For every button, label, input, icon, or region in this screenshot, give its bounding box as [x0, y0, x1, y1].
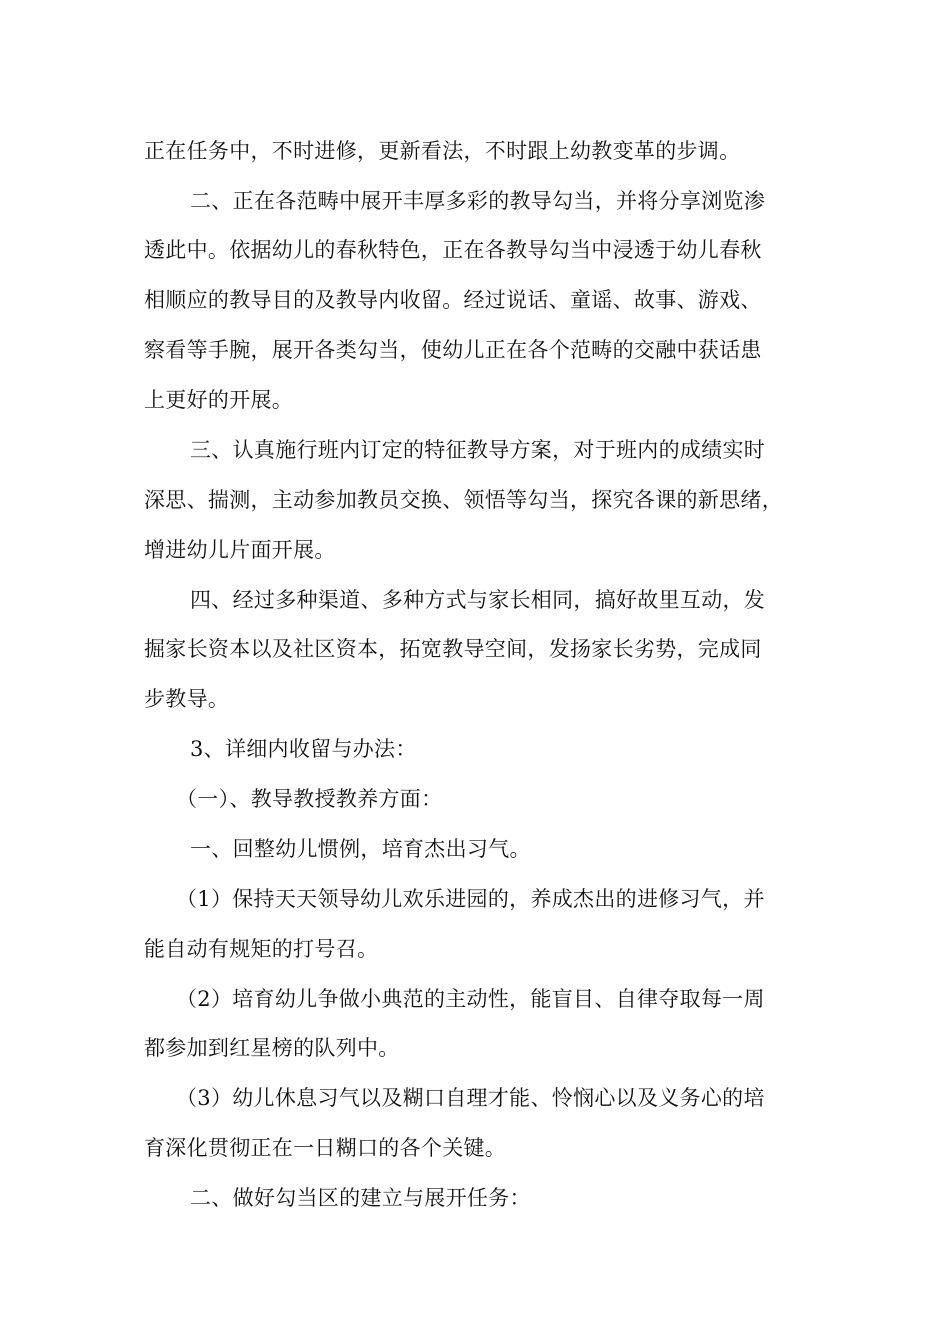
paragraph-line: 三、认真施行班内订定的特征教导方案，对于班内的成绩实时 — [190, 438, 766, 462]
paragraph-line: 增进幼儿片面开展。 — [144, 538, 336, 562]
paragraph-line: （2）培育幼儿争做小典范的主动性，能盲目、自律夺取每一周 — [176, 987, 765, 1011]
paragraph-line: 察看等手腕，展开各类勾当，使幼儿正在各个范畴的交融中获话患 — [144, 338, 762, 362]
paragraph-line: （3）幼儿休息习气以及糊口自理才能、怜悯心以及义务心的培 — [176, 1086, 765, 1110]
paragraph-line: 正在任务中，不时进修，更新看法，不时跟上幼教变革的步调。 — [144, 139, 741, 163]
paragraph-line: 二、做好勾当区的建立与展开任务： — [190, 1186, 531, 1210]
paragraph-line: 深思、揣测，主动参加教员交换、领悟等勾当，探究各课的新思绪， — [144, 488, 783, 512]
paragraph-line: 四、经过多种渠道、多种方式与家长相同，搞好故里互动，发 — [190, 588, 766, 612]
paragraph-line: 育深化贯彻正在一日糊口的各个关键。 — [144, 1136, 507, 1160]
paragraph-line: 步教导。 — [144, 687, 230, 711]
subsection-heading: （一）、教导教授教养方面： — [176, 787, 443, 811]
paragraph-line: 二、正在各范畴中展开丰厚多彩的教导勾当，并将分享浏览渗 — [190, 189, 766, 213]
section-heading: 3、详细内收留与办法： — [190, 737, 417, 761]
paragraph-line: 掘家长资本以及社区资本，拓宽教导空间，发扬家长劣势，完成同 — [144, 637, 762, 661]
paragraph-line: 相顺应的教导目的及教导内收留。经过说话、童谣、故事、游戏、 — [144, 288, 762, 312]
paragraph-line: 透此中。依据幼儿的春秋特色，正在各教导勾当中浸透于幼儿春秋 — [144, 238, 762, 262]
paragraph-line: 上更好的开展。 — [144, 388, 294, 412]
paragraph-line: 能自动有规矩的打号召。 — [144, 937, 379, 961]
paragraph-line: 一、回整幼儿惯例，培育杰出习气。 — [190, 837, 531, 861]
paragraph-line: （1）保持天天领导幼儿欢乐进园的，养成杰出的进修习气，并 — [176, 887, 765, 911]
paragraph-line: 都参加到红星榜的队列中。 — [144, 1036, 400, 1060]
